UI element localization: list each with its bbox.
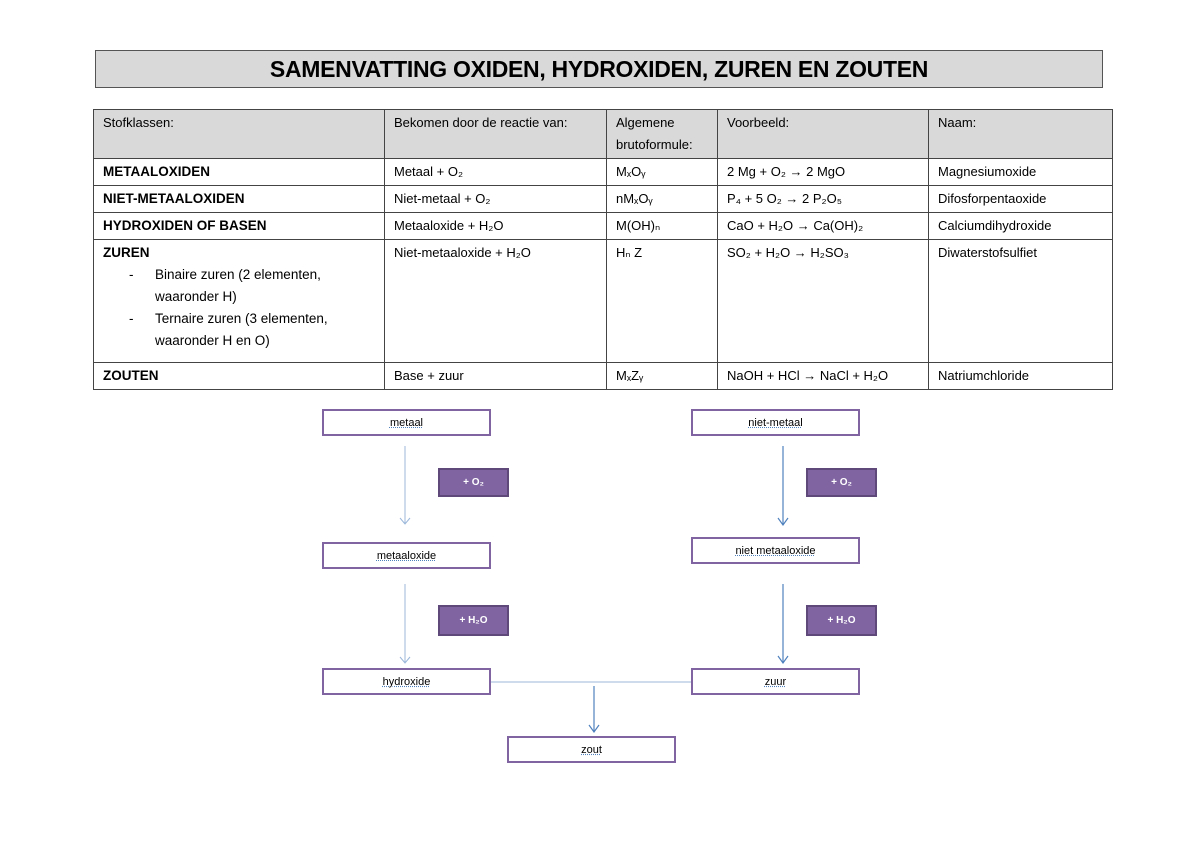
row-formula: nMₓOᵧ xyxy=(607,186,718,213)
box-zout-label: zout xyxy=(581,743,602,756)
row-example: SO₂ + H₂O → H₂SO₃ xyxy=(718,240,929,363)
row-class: NIET-METAALOXIDEN xyxy=(94,186,385,213)
row-class: METAALOXIDEN xyxy=(94,159,385,186)
row-reaction: Metaal + O₂ xyxy=(385,159,607,186)
box-niet-metaal xyxy=(691,409,860,436)
box-hydroxide xyxy=(322,668,491,695)
row-formula: MₓZᵧ xyxy=(607,363,718,390)
row-reaction: Niet-metaaloxide + H₂O xyxy=(385,240,607,363)
tag-plus-h2o-right: + H₂O xyxy=(806,605,877,636)
row-name: Magnesiumoxide xyxy=(929,159,1113,186)
row-formula: Hₙ Z xyxy=(607,240,718,363)
box-zuur xyxy=(691,668,860,695)
box-niet-metaaloxide xyxy=(691,537,860,564)
box-zuur-label: zuur xyxy=(764,675,787,688)
row-example: CaO + H₂O → Ca(OH)₂ xyxy=(718,213,929,240)
page-title: SAMENVATTING OXIDEN, HYDROXIDEN, ZUREN EN ZOUTEN xyxy=(269,55,929,82)
list-item: - Ternaire zuren (3 elementen, waaronder H en O) xyxy=(129,308,375,352)
row-name: Difosforpentaoxide xyxy=(929,186,1113,213)
list-item: - Binaire zuren (2 elementen, waaronder H) xyxy=(129,264,375,308)
box-hydroxide-label: hydroxide xyxy=(382,675,431,688)
row-class-label: ZUREN xyxy=(103,245,150,260)
box-metaaloxide-label: metaaloxide xyxy=(376,549,437,562)
box-metaal xyxy=(322,409,491,436)
row-reaction: Base + zuur xyxy=(385,363,607,390)
header-bekomen: Bekomen door de reactie van: xyxy=(385,110,607,159)
header-voorbeeld: Voorbeeld: xyxy=(718,110,929,159)
row-formula: M(OH)ₙ xyxy=(607,213,718,240)
box-zout xyxy=(507,736,676,763)
tag-plus-o2-right: + O₂ xyxy=(806,468,877,497)
row-example: 2 Mg + O₂ → 2 MgO xyxy=(718,159,929,186)
box-metaal-label: metaal xyxy=(389,416,424,429)
row-reaction: Metaaloxide + H₂O xyxy=(385,213,607,240)
header-brutoformule-line1: Algemene xyxy=(616,115,675,130)
box-niet-metaaloxide-label: niet metaaloxide xyxy=(735,544,816,557)
row-class: ZOUTEN xyxy=(94,363,385,390)
header-naam: Naam: xyxy=(929,110,1113,159)
row-reaction: Niet-metaal + O₂ xyxy=(385,186,607,213)
box-niet-metaal-label: niet-metaal xyxy=(748,416,803,429)
header-stofklassen: Stofklassen: xyxy=(94,110,385,159)
header-brutoformule-line2: brutoformule: xyxy=(616,137,693,152)
row-class: HYDROXIDEN OF BASEN xyxy=(94,213,385,240)
tag-plus-h2o-left: + H₂O xyxy=(438,605,509,636)
row-name: Calciumdihydroxide xyxy=(929,213,1113,240)
row-name: Diwaterstofsulfiet xyxy=(929,240,1113,363)
row-formula: MₓOᵧ xyxy=(607,159,718,186)
box-metaaloxide xyxy=(322,542,491,569)
row-example: P₄ + 5 O₂ → 2 P₂O₅ xyxy=(718,186,929,213)
row-name: Natriumchloride xyxy=(929,363,1113,390)
tag-plus-o2-left: + O₂ xyxy=(438,468,509,497)
row-example: NaOH + HCl → NaCl + H₂O xyxy=(718,363,929,390)
